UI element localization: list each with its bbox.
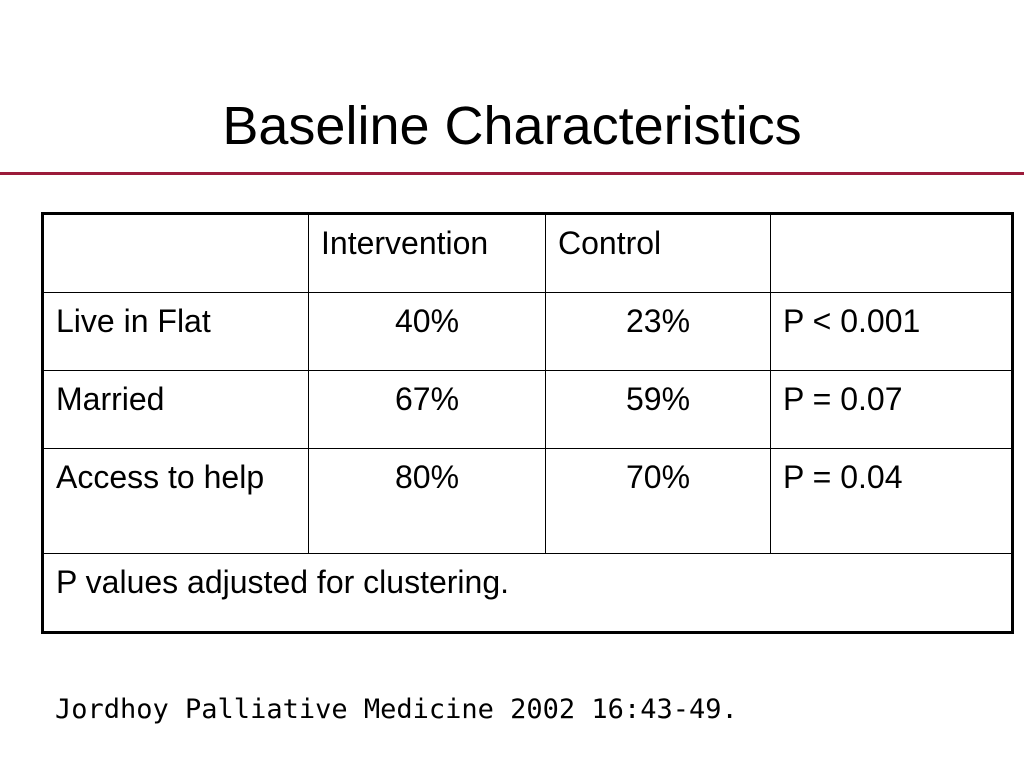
slide-title: Baseline Characteristics xyxy=(222,96,802,156)
header-cell-empty xyxy=(43,214,309,293)
header-cell-intervention: Intervention xyxy=(309,214,546,293)
baseline-table-container xyxy=(41,212,1011,634)
table-footnote: P values adjusted for clustering. xyxy=(43,554,1013,633)
p-value: P = 0.07 xyxy=(771,371,1013,449)
intervention-value: 67% xyxy=(309,371,546,449)
table-row xyxy=(43,449,1013,554)
p-value: P = 0.04 xyxy=(771,449,1013,554)
header-cell-control: Control xyxy=(546,214,771,293)
table-header-row xyxy=(43,214,1013,293)
control-value: 59% xyxy=(546,371,771,449)
intervention-value: 80% xyxy=(309,449,546,554)
row-label: Live in Flat xyxy=(43,293,309,371)
intervention-value: 40% xyxy=(309,293,546,371)
table-row xyxy=(43,371,1013,449)
baseline-table xyxy=(41,212,1014,634)
row-label: Married xyxy=(43,371,309,449)
row-label: Access to help xyxy=(43,449,309,554)
table-footnote-row xyxy=(43,554,1013,633)
control-value: 23% xyxy=(546,293,771,371)
table-row xyxy=(43,293,1013,371)
p-value: P < 0.001 xyxy=(771,293,1013,371)
citation: Jordhoy Palliative Medicine 2002 16:43-49. xyxy=(55,694,738,725)
header-cell-pvalue xyxy=(771,214,1013,293)
control-value: 70% xyxy=(546,449,771,554)
title-divider xyxy=(0,172,1024,175)
